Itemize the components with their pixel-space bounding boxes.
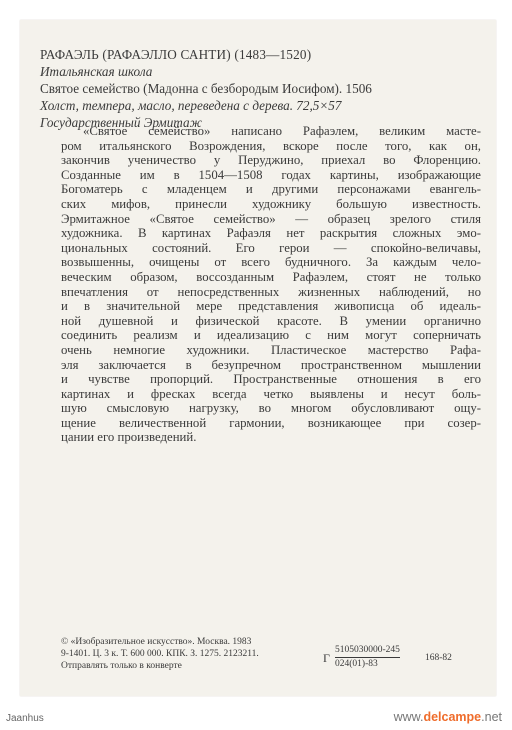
body-line: ских мифов, принесли художнику большую известность. bbox=[61, 196, 481, 211]
print-info: 9-1401. Ц. 3 к. Т. 600 000. КПК. З. 1275. 2123211. bbox=[61, 649, 259, 659]
body-line: закончив ученичество у Перуджино, приехал во Флоренцию. bbox=[61, 153, 481, 168]
mailing-note: Отправлять только в конверте bbox=[61, 661, 182, 671]
artwork-medium: Холст, темпера, масло, переведена с дерева. 72,5×57 bbox=[40, 98, 342, 113]
body-line: веческим образом, воссозданным Рафаэлем, стоят не только bbox=[61, 269, 481, 284]
body-line: ной душевной и физической красоте. В умении органично bbox=[61, 313, 481, 328]
watermark-suffix: .net bbox=[481, 710, 502, 724]
body-line: Эрмитажное «Святое семейство» — образец зрелого стиля bbox=[61, 211, 481, 226]
body-line: Созданные им в 1504—1508 годах картины, изображающие bbox=[61, 167, 481, 182]
body-line: и в значительной мере представления живописца об идеаль- bbox=[61, 299, 481, 314]
body-line: впечатления от непосредственных жизненных наблюдений, но bbox=[61, 284, 481, 299]
body-line: ром итальянского Возрождения, вскоре после того, как он, bbox=[61, 138, 481, 153]
watermark-jaanhus: Jaanhus bbox=[6, 713, 44, 724]
body-line: очень немногие художники. Пластическое мастерство Рафа- bbox=[61, 342, 481, 357]
copyright-line: © «Изобразительное искусство». Москва. 1983 bbox=[61, 637, 252, 647]
body-line: щение величественной гармонии, возникающее при созер- bbox=[61, 415, 481, 430]
code-letter: Г bbox=[323, 651, 330, 665]
body-line: «Святое семейство» написано Рафаэлем, великим масте- bbox=[83, 124, 481, 138]
watermark-prefix: www. bbox=[393, 710, 424, 724]
author-name: РАФАЭЛЬ (РАФАЭЛЛО САНТИ) bbox=[40, 47, 231, 62]
code-numerator: 5105030000-245 bbox=[335, 645, 400, 655]
body-line: шую смысловую нагрузку, во многом обусловливают ощу- bbox=[61, 401, 481, 416]
body-line: циональных состояний. Его герои — спокойно-величавы, bbox=[61, 240, 481, 255]
code-suffix: 168-82 bbox=[425, 653, 452, 663]
author-years: (1483—1520) bbox=[234, 47, 312, 62]
description-text bbox=[61, 124, 481, 445]
body-line: эля заключается в безупречном пространственном мышлении bbox=[61, 357, 481, 372]
code-denominator: 024(01)-83 bbox=[335, 657, 400, 670]
watermark-delcampe bbox=[394, 710, 502, 724]
body-line: Богоматерь с младенцем и другими персонажами евангель- bbox=[61, 182, 481, 197]
body-line: возвышенны, очищены от всего будничного. За каждым чело- bbox=[61, 255, 481, 270]
body-line: и чувстве пропорций. Пространственные отношения в его bbox=[61, 372, 481, 387]
body-line: соединить реализм и идеализацию с ним могут соперничать bbox=[61, 328, 481, 343]
art-school: Итальянская школа bbox=[40, 64, 153, 79]
artwork-title: Святое семейство (Мадонна с безбородым Иосифом). 1506 bbox=[40, 81, 372, 96]
body-line: цании его произведений. bbox=[61, 430, 197, 445]
museum-name: Государственный Эрмитаж bbox=[40, 115, 202, 130]
body-line: картинах и фресках всегда четко выявлены и несут боль- bbox=[61, 386, 481, 401]
publisher-footer bbox=[61, 636, 481, 672]
watermark-brand: delcampe bbox=[423, 710, 482, 724]
author-line bbox=[40, 46, 480, 63]
artwork-header bbox=[40, 46, 480, 131]
body-line: художника. В картинах Рафаэля нет раскрытия сложных эмо- bbox=[61, 226, 481, 241]
